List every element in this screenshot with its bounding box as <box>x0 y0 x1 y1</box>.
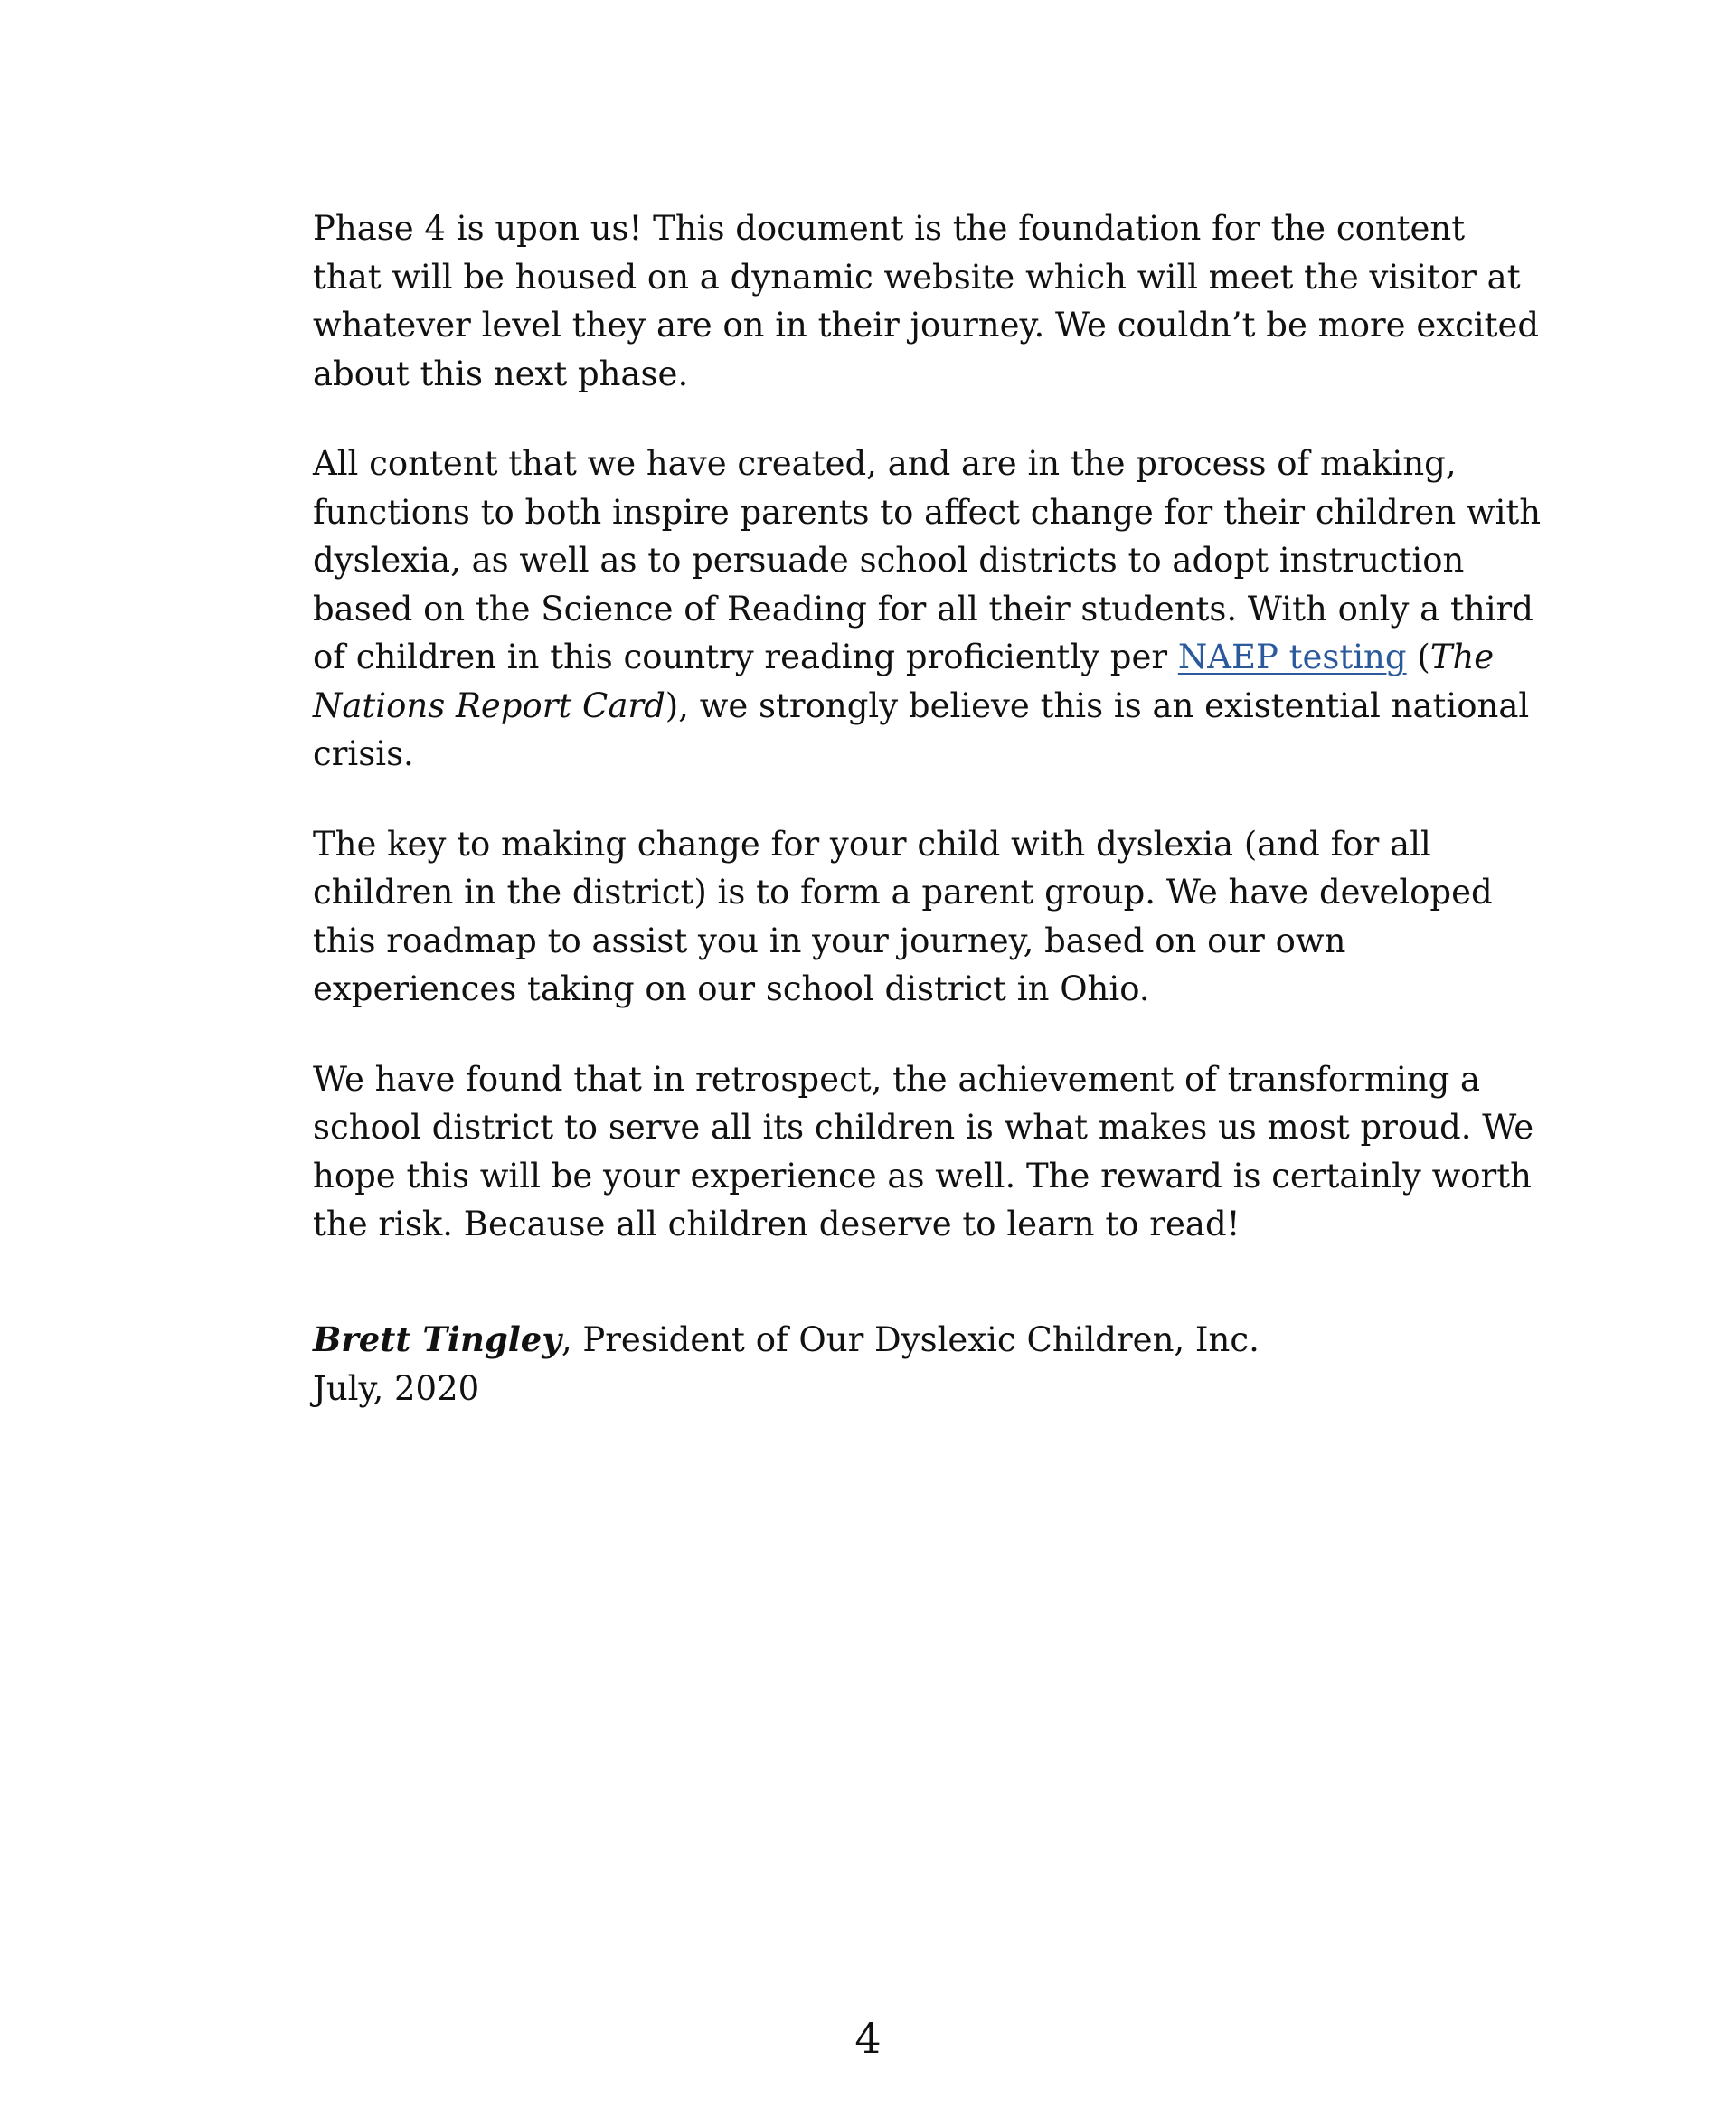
text-line <box>313 633 1495 682</box>
paragraph-4 <box>313 1055 1534 1249</box>
text-line: experiences taking on our school district in Ohio. <box>313 969 1150 1008</box>
signature-date: July, 2020 <box>313 1368 480 1408</box>
text-line: hope this will be your experience as well. The reward is certainly worth <box>313 1156 1532 1196</box>
text-line: based on the Science of Reading for all their students. With only a third <box>313 589 1533 629</box>
text-segment: of children in this country reading proficiently per <box>313 638 1178 676</box>
text-segment: ), we strongly believe this is an existential national <box>665 685 1530 725</box>
text-segment: ( <box>1406 638 1430 676</box>
italic-title: Nations Report Card <box>313 685 665 725</box>
letter-body <box>313 204 1542 1290</box>
text-line: that will be housed on a dynamic website which will meet the visitor at <box>313 257 1521 297</box>
paragraph-2 <box>313 440 1542 779</box>
text-line: about this next phase. <box>313 354 689 393</box>
page-number: 4 <box>854 2014 882 2063</box>
text-line: All content that we have created, and are in the process of making, <box>313 444 1457 483</box>
text-line: dyslexia, as well as to persuade school districts to adopt instruction <box>313 541 1465 580</box>
paragraph-1 <box>313 204 1540 398</box>
text-line: Phase 4 is upon us! This document is the foundation for the content <box>313 209 1466 248</box>
italic-title: The <box>1429 638 1495 676</box>
naep-testing-link[interactable]: NAEP testing <box>1177 638 1407 676</box>
text-line: whatever level they are on in their journey. We couldn’t be more excited <box>313 306 1540 345</box>
text-line: functions to both inspire parents to affect change for their children with <box>313 492 1542 532</box>
signature-name: Brett Tingley <box>313 1319 561 1359</box>
text-line: children in the district) is to form a parent group. We have developed <box>313 873 1493 912</box>
paragraph-3 <box>313 820 1493 1014</box>
text-line: We have found that in retrospect, the achievement of transforming a <box>313 1059 1481 1099</box>
text-line: crisis. <box>313 734 414 773</box>
text-line: school district to serve all its children is what makes us most proud. We <box>313 1108 1534 1147</box>
text-line: the risk. Because all children deserve to learn to read! <box>313 1205 1241 1243</box>
signature-line <box>313 1316 1425 1365</box>
signature-title: , President of Our Dyslexic Children, Inc. <box>561 1320 1260 1359</box>
text-line: this roadmap to assist you in your journey, based on our own <box>313 921 1346 960</box>
text-line <box>313 682 1530 731</box>
signature-block <box>313 1316 1425 1413</box>
text-line: The key to making change for your child with dyslexia (and for all <box>313 824 1431 864</box>
